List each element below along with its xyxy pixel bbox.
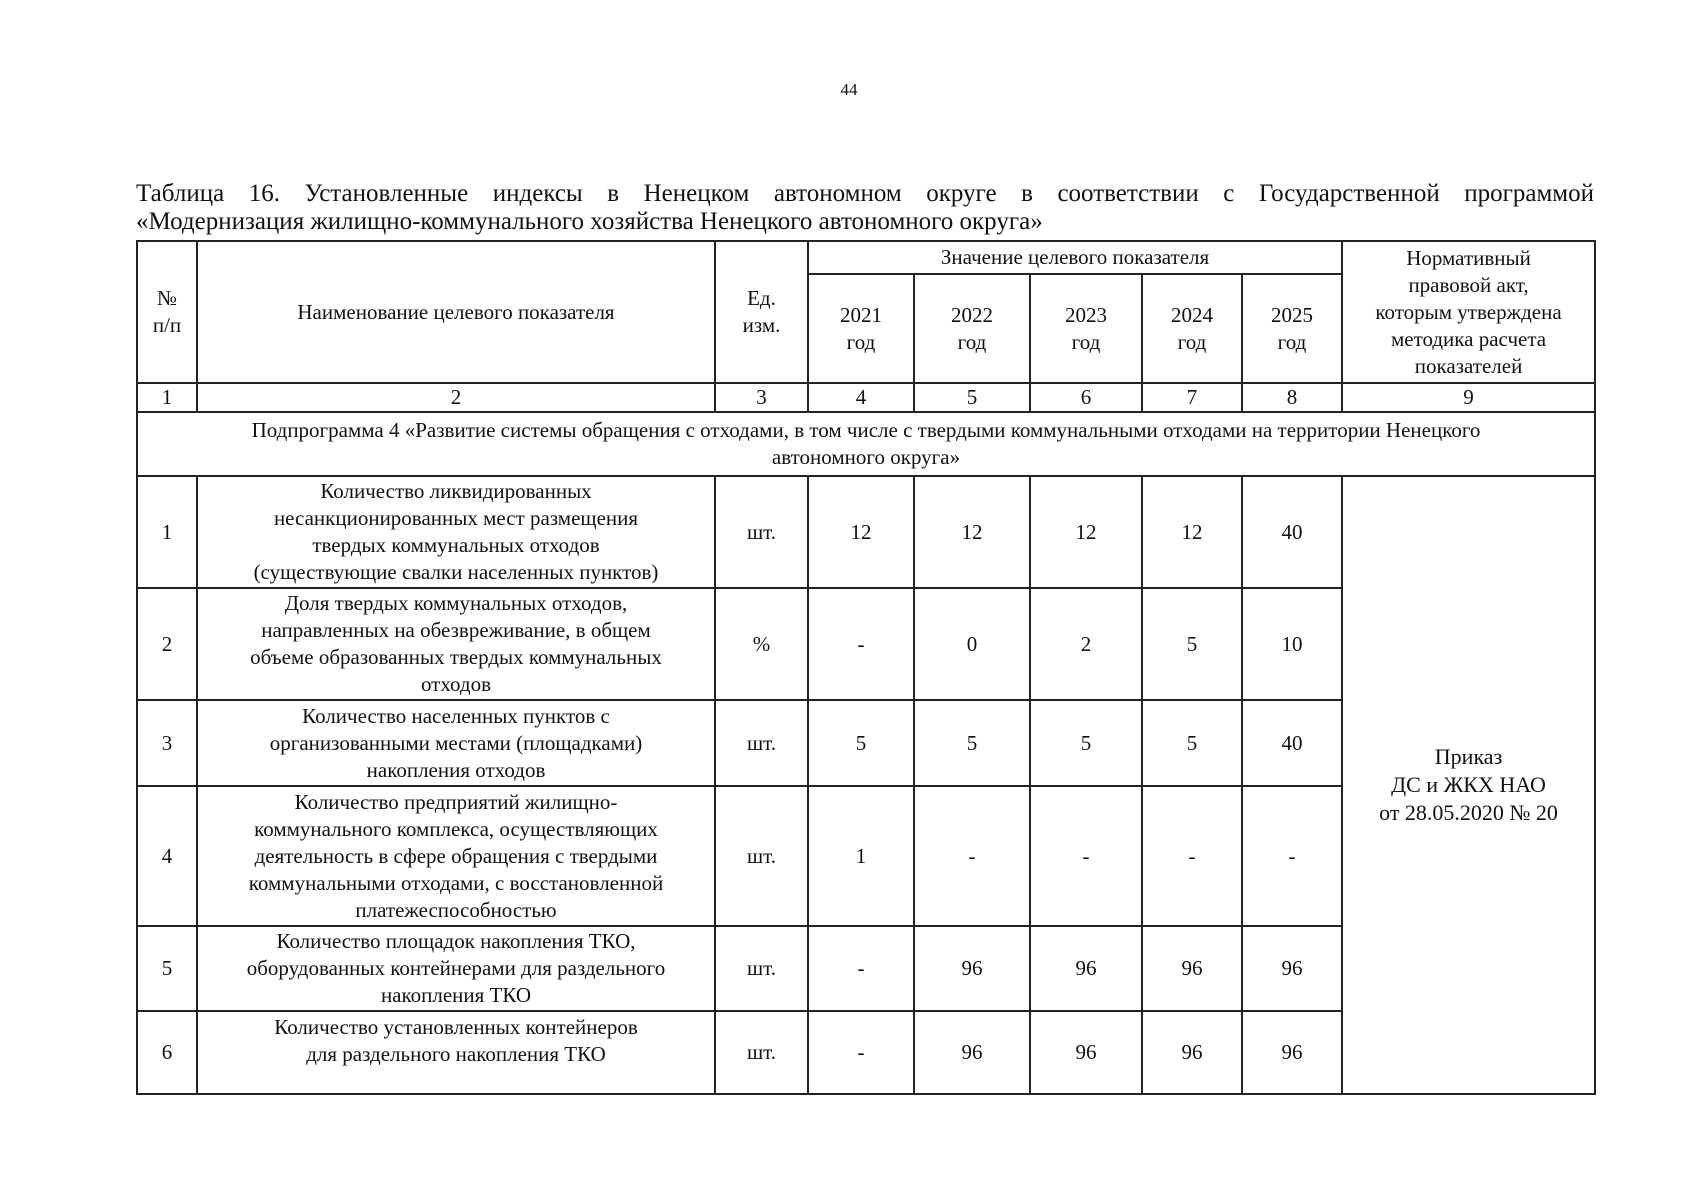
header-year-2021: [808, 274, 914, 383]
header-unit: [715, 241, 808, 383]
act-line: от 28.05.2020 № 20: [1379, 800, 1558, 825]
year-label: 2023: [1065, 302, 1107, 327]
header-act: [1342, 241, 1595, 383]
row-value-2022: 5: [914, 700, 1030, 786]
row-name-line: объеме образованных твердых коммунальных: [250, 645, 662, 669]
row-value-2024: 5: [1142, 588, 1242, 700]
row-name: [197, 1011, 715, 1094]
subprogram-line: Подпрограмма 4 «Развитие системы обращения с отходами, в том числе с твердыми коммунальными отходами на территории Ненецкого: [251, 418, 1481, 442]
row-name-line: Доля твердых коммунальных отходов,: [284, 591, 628, 615]
row-value-2023: 96: [1030, 926, 1142, 1011]
header-year-2023: [1030, 274, 1142, 383]
row-name-line: Количество площадок накопления ТКО,: [276, 929, 636, 953]
row-num: 6: [137, 1011, 197, 1094]
year-suffix: год: [846, 329, 876, 354]
year-suffix: год: [1177, 329, 1207, 354]
column-number: 1: [137, 383, 197, 412]
year-suffix: год: [1071, 329, 1101, 354]
row-value-2022: 96: [914, 926, 1030, 1011]
row-name: [197, 476, 715, 588]
year-label: 2021: [840, 302, 882, 327]
year-label: 2022: [951, 302, 993, 327]
column-number: 8: [1242, 383, 1342, 412]
header-num-line: №: [156, 286, 178, 310]
header-year-2022: [914, 274, 1030, 383]
row-value-2022: 12: [914, 476, 1030, 588]
row-value-2025: 40: [1242, 700, 1342, 786]
row-name-line: Количество ликвидированных: [320, 479, 592, 503]
row-name-line: коммунального комплекса, осуществляющих: [254, 816, 658, 841]
row-value-2021: -: [808, 588, 914, 700]
row-num: 5: [137, 926, 197, 1011]
row-name-line: несанкционированных мест размещения: [273, 506, 639, 530]
row-name-line: направленных на обезвреживание, в общем: [261, 618, 651, 642]
row-unit: шт.: [715, 926, 808, 1011]
row-name: [197, 588, 715, 700]
act-line: ДС и ЖКХ НАО: [1391, 772, 1546, 797]
subprogram-line: автономного округа»: [771, 445, 961, 469]
row-num: 1: [137, 476, 197, 588]
row-value-2023: 5: [1030, 700, 1142, 786]
header-unit-line: Ед.: [747, 286, 776, 310]
row-value-2025: 96: [1242, 1011, 1342, 1094]
column-number: 9: [1342, 383, 1595, 412]
row-unit: шт.: [715, 476, 808, 588]
header-unit-line: изм.: [742, 313, 781, 337]
row-value-2024: 96: [1142, 926, 1242, 1011]
column-number: 6: [1030, 383, 1142, 412]
row-value-2025: 10: [1242, 588, 1342, 700]
row-value-2023: 2: [1030, 588, 1142, 700]
row-unit: шт.: [715, 786, 808, 926]
row-value-2022: 96: [914, 1011, 1030, 1094]
table-row: [137, 476, 1595, 588]
header-row-1: [137, 241, 1595, 274]
row-value-2024: 5: [1142, 700, 1242, 786]
year-label: 2024: [1171, 302, 1213, 327]
column-number: 7: [1142, 383, 1242, 412]
column-number-row: [137, 383, 1595, 412]
year-suffix: год: [957, 329, 987, 354]
row-value-2024: 96: [1142, 1011, 1242, 1094]
normative-act: [1342, 476, 1595, 1094]
row-unit: шт.: [715, 700, 808, 786]
row-value-2022: -: [914, 786, 1030, 926]
row-value-2022: 0: [914, 588, 1030, 700]
row-unit: %: [715, 588, 808, 700]
row-value-2025: 96: [1242, 926, 1342, 1011]
row-name-line: накопления ТКО: [380, 983, 532, 1007]
row-name-line: организованными местами (площадками): [269, 730, 643, 755]
row-name-line: твердых коммунальных отходов: [312, 533, 600, 557]
subprogram-title: [137, 412, 1595, 476]
header-num-line: п/п: [152, 313, 182, 337]
column-number: 2: [197, 383, 715, 412]
row-num: 2: [137, 588, 197, 700]
row-name: [197, 700, 715, 786]
row-name-line: оборудованных контейнерами для раздельного: [246, 956, 666, 980]
header-act-line: методика расчета: [1390, 326, 1547, 351]
row-value-2023: -: [1030, 786, 1142, 926]
row-value-2021: 1: [808, 786, 914, 926]
header-year-2025: [1242, 274, 1342, 383]
row-value-2025: 40: [1242, 476, 1342, 588]
page-number: 44: [840, 80, 858, 99]
header-target-group: Значение целевого показателя: [808, 241, 1342, 274]
year-label: 2025: [1271, 302, 1314, 327]
row-name-line: Количество установленных контейнеров: [274, 1015, 638, 1039]
header-num: [137, 241, 197, 383]
row-unit: шт.: [715, 1011, 808, 1094]
row-value-2025: -: [1242, 786, 1342, 926]
row-name-line: для раздельного накопления ТКО: [306, 1042, 606, 1066]
row-name-line: Количество предприятий жилищно-: [294, 789, 618, 814]
caption-line-1: Таблица 16. Установленные индексы в Ненецком автономном округе в соответствии с Государственной программой: [136, 180, 1594, 207]
row-num: 3: [137, 700, 197, 786]
column-number: 5: [914, 383, 1030, 412]
header-act-line: Нормативный: [1406, 245, 1531, 270]
row-value-2021: 5: [808, 700, 914, 786]
row-name-line: Количество населенных пунктов с: [302, 703, 610, 728]
header-act-line: показателей: [1414, 353, 1523, 378]
row-value-2023: 12: [1030, 476, 1142, 588]
caption-line-2: «Модернизация жилищно-коммунального хозяйства Ненецкого автономного округа»: [136, 208, 1043, 235]
subprogram-row: [137, 412, 1595, 476]
row-value-2021: 12: [808, 476, 914, 588]
row-value-2024: -: [1142, 786, 1242, 926]
year-suffix: год: [1277, 329, 1307, 354]
row-name: [197, 926, 715, 1011]
header-act-line: которым утверждена: [1375, 299, 1562, 324]
act-line: Приказ: [1434, 744, 1503, 769]
row-name-line: отходов: [420, 672, 492, 696]
column-number: 4: [808, 383, 914, 412]
row-name-line: коммунальными отходами, с восстановленной: [248, 870, 664, 895]
header-name: Наименование целевого показателя: [197, 241, 715, 383]
row-name-line: платежеспособностью: [355, 897, 557, 922]
row-name-line: деятельность в сфере обращения с твердыми: [254, 843, 658, 868]
column-number: 3: [715, 383, 808, 412]
header-act-line: правовой акт,: [1408, 272, 1529, 297]
row-name-line: накопления отходов: [366, 757, 546, 782]
indicators-table: [136, 240, 1596, 1095]
table-caption: [136, 180, 1594, 236]
row-value-2021: -: [808, 1011, 914, 1094]
row-value-2021: -: [808, 926, 914, 1011]
row-num: 4: [137, 786, 197, 926]
row-value-2024: 12: [1142, 476, 1242, 588]
row-name: [197, 786, 715, 926]
row-value-2023: 96: [1030, 1011, 1142, 1094]
row-name-line: (существующие свалки населенных пунктов): [253, 560, 659, 584]
header-year-2024: [1142, 274, 1242, 383]
